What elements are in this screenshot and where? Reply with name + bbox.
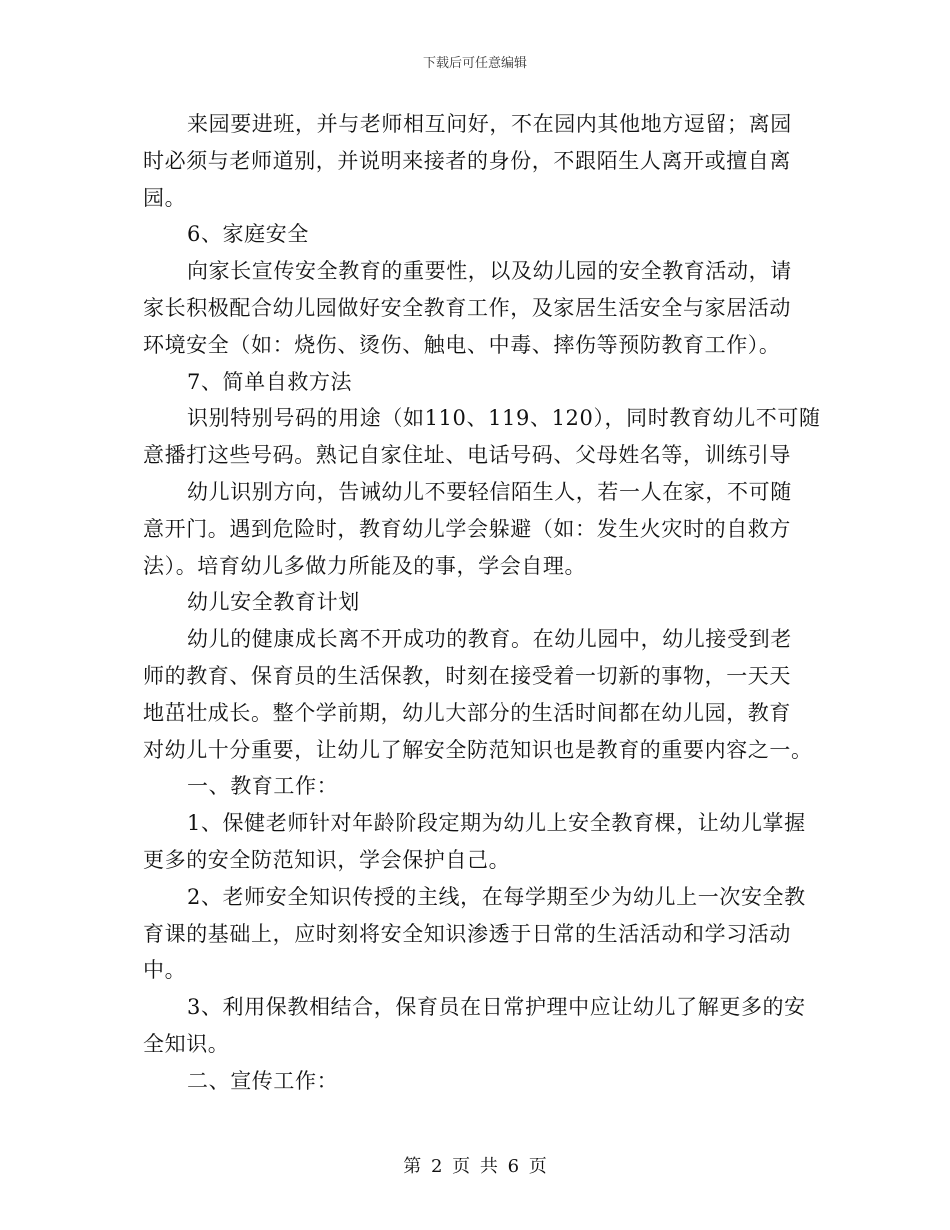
text-line: 师的教育、保育员的生活保教，时刻在接受着一切新的事物，一天天 [143,663,791,688]
text-line: 意开门。遇到危险时，教育幼儿学会躲避（如：发生火灾时的自救方 [143,516,791,541]
text-line: 意播打这些号码。熟记自家住址、电话号码、父母姓名等，训练引导 [143,443,791,468]
text-line: 地茁壮成长。整个学前期，幼儿大部分的生活时间都在幼儿园，教育 [143,700,791,725]
section-heading: 一、教育工作： [187,774,339,799]
text-line: 全知识。 [143,1031,230,1056]
text-line: 法）。培育幼儿多做力所能及的事，学会自理。 [143,553,587,578]
text-line: 幼儿识别方向，告诫幼儿不要轻信陌生人，若一人在家，不可随 [187,479,792,504]
text-line: 向家长宣传安全教育的重要性，以及幼儿园的安全教育活动，请 [187,259,792,284]
text-line: 中。 [143,958,187,983]
page-header: 下载后可任意编辑 [422,56,527,71]
section-heading: 6、家庭安全 [187,222,309,247]
text-line: 育课的基础上，应时刻将安全知识渗透于日常的生活活动和学习活动 [143,921,791,946]
text-line: 来园要进班，并与老师相互问好，不在园内其他地方逗留；离园 [187,112,792,136]
section-heading: 7、简单自救方法 [187,369,353,394]
document-body [143,106,821,1100]
text-line: 环境安全（如：烧伤、烫伤、触电、中毒、摔伤等预防教育工作）。 [143,332,781,357]
text-line: 时必须与老师道别，并说明来接者的身份，不跟陌生人离开或擅自离 [143,148,791,173]
text-line: 幼儿的健康成长离不开成功的教育。在幼儿园中，幼儿接受到老 [187,627,792,652]
text-line: 2、老师安全知识传授的主线，在每学期至少为幼儿上一次安全教 [187,884,806,909]
text-line: 家长积极配合幼儿园做好安全教育工作，及家居生活安全与家居活动 [143,295,791,320]
text-line: 识别特别号码的用途（如110、119、120），同时教育幼儿不可随 [187,406,821,431]
text-line: 更多的安全防范知识，学会保护自己。 [143,847,511,872]
text-line: 对幼儿十分重要，让幼儿了解安全防范知识也是教育的重要内容之一。 [143,737,813,762]
text-line: 3、利用保教相结合，保育员在日常护理中应让幼儿了解更多的安 [187,995,806,1020]
text-line: 1、保健老师针对年龄阶段定期为幼儿上安全教育棵，让幼儿掌握 [187,811,806,836]
page-footer: 第 2 页 共 6 页 [403,1156,547,1177]
text-line: 园。 [143,185,187,210]
section-heading: 二、宣传工作： [187,1068,339,1093]
document-title: 幼儿安全教育计划 [187,590,360,615]
